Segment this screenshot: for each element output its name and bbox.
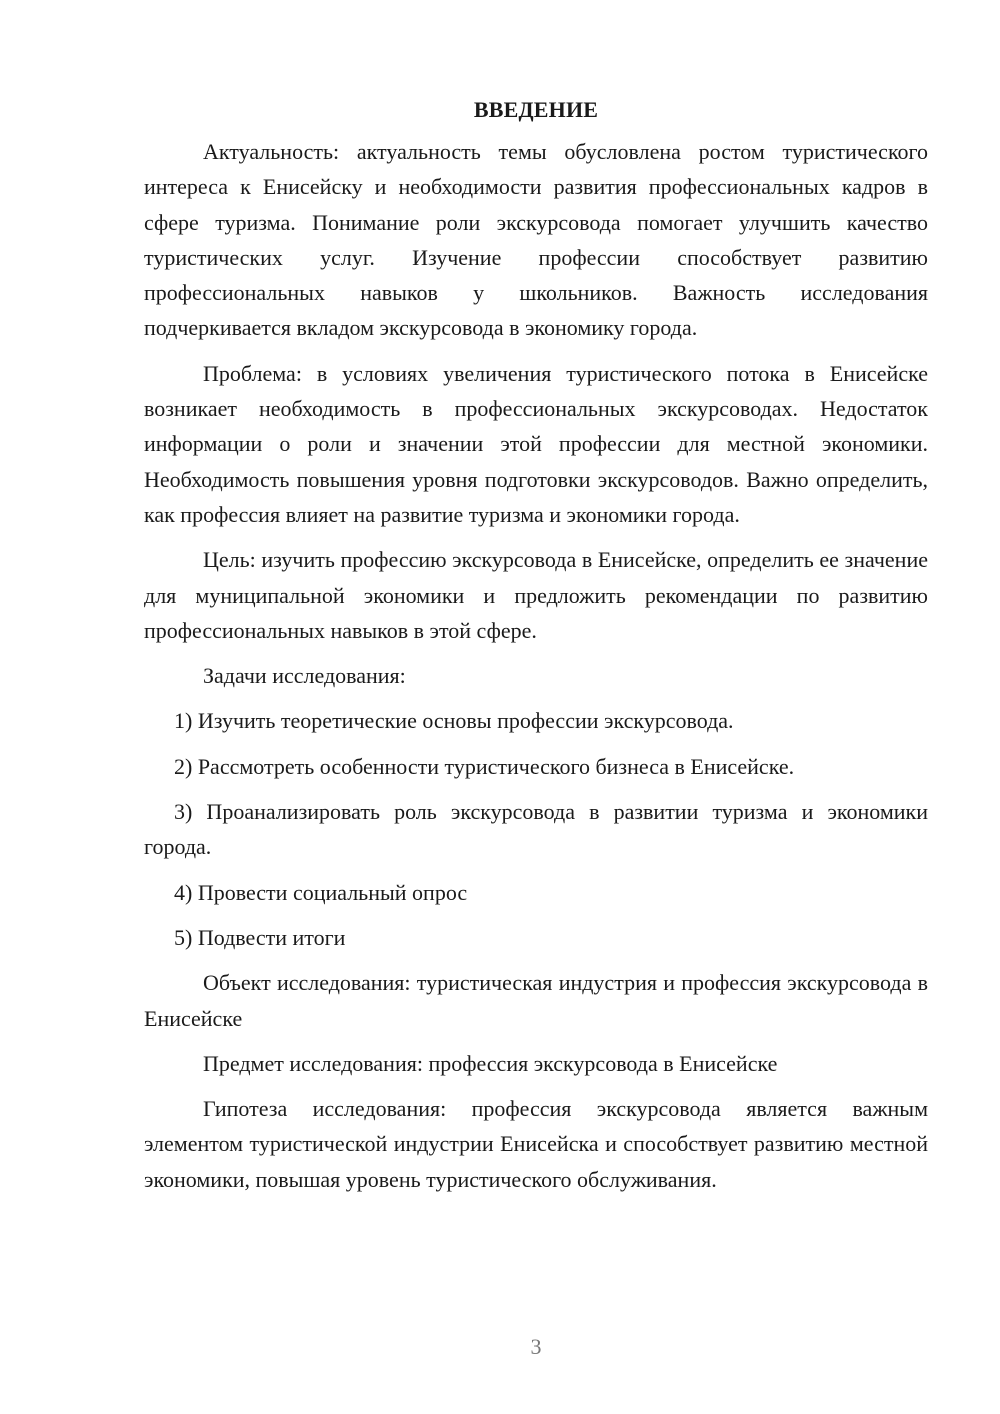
object-paragraph: Объект исследования: туристическая индустрия и профессия экскурсовода в Енисейске [144, 970, 928, 1031]
problem-paragraph: Проблема: в условиях увеличения туристического потока в Енисейске возникает необходимость в профессиональных экскурсоводах. Недостаток информации о роли и значении этой профессии для местной экономики. Необходимость повышения уровня подготовки экскурсоводов. Важно определить, как профессия влияет на развитие туризма и экономики города. [144, 360, 928, 527]
task-item-2: 2) Рассмотреть особенности туристического бизнеса в Енисейске. [174, 753, 795, 779]
task-item-5: 5) Подвести итоги [174, 924, 346, 950]
page-content [144, 92, 928, 1207]
page-number: 3 [530, 1334, 542, 1359]
relevance-paragraph: Актуальность: актуальность темы обусловлена ростом туристического интереса к Енисейску и необходимости развития профессиональных кадров в сфере туризма. Понимание роли экскурсовода помогает улучшить качество туристических услуг. Изучение профессии способствует развитию профессиональных навыков у школьников. Важность исследования подчеркивается вкладом экскурсовода в экономику города. [144, 139, 928, 341]
goal-paragraph: Цель: изучить профессию экскурсовода в Енисейске, определить ее значение для муниципальной экономики и предложить рекомендации по развитию профессиональных навыков в этой сфере. [144, 547, 928, 643]
tasks-heading: Задачи исследования: [203, 663, 406, 689]
task-item-4: 4) Провести социальный опрос [174, 879, 468, 905]
section-title: ВВЕДЕНИЕ [473, 97, 599, 122]
task-item-1: 1) Изучить теоретические основы профессии экскурсовода. [174, 708, 734, 734]
subject-paragraph: Предмет исследования: профессия экскурсовода в Енисейске [203, 1050, 778, 1076]
hypothesis-paragraph: Гипотеза исследования: профессия экскурсовода является важным элементом туристической индустрии Енисейска и способствует развитию местной экономики, повышая уровень туристического обслуживания. [144, 1096, 928, 1192]
task-item-3: 3) Проанализировать роль экскурсовода в развитии туризма и экономики города. [144, 799, 928, 860]
